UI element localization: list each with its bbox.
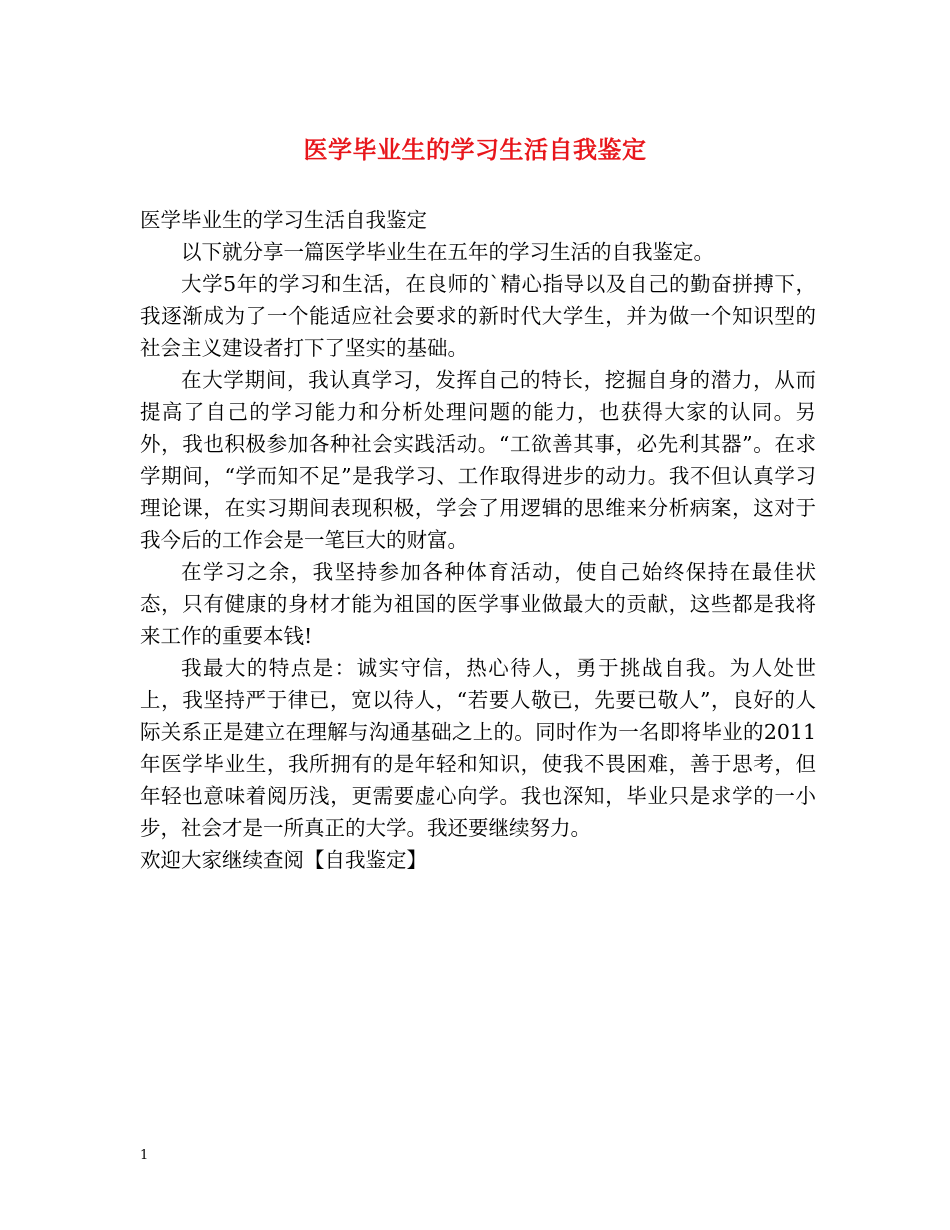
paragraph-study: 在大学期间，我认真学习，发挥自己的特长，挖掘自身的潜力，从而提高了自己的学习能力和分析处理问题的能力，也获得大家的认同。另外，我也积极参加各种社会实践活动。“工欲善其事，必先利其器”。在求学期间，“学而知不足”是我学习、工作取得进步的动力。我不但认真学习理论课，在实习期间表现积极，学会了用逻辑的思维来分析病案，这对于我今后的工作会是一笔巨大的财富。 (140, 368, 816, 552)
document-body (140, 204, 816, 876)
footer-link-text: 欢迎大家继续查阅【自我鉴定】 (140, 848, 427, 872)
paragraph-overview: 大学5年的学习和生活，在良师的`精心指导以及自己的勤奋拼搏下，我逐渐成为了一个能适应社会要求的新时代大学生，并为做一个知识型的社会主义建设者打下了坚实的基础。 (140, 272, 816, 360)
paragraph-sports: 在学习之余，我坚持参加各种体育活动，使自己始终保持在最佳状态，只有健康的身材才能为祖国的医学事业做最大的贡献，这些都是我将来工作的重要本钱! (140, 560, 816, 648)
document-title: 医学毕业生的学习生活自我鉴定 (303, 135, 647, 164)
paragraph-character: 我最大的特点是：诚实守信，热心待人，勇于挑战自我。为人处世上，我坚持严于律已，宽以待人，“若要人敬已，先要已敬人”，良好的人际关系正是建立在理解与沟通基础之上的。同时作为一名即将毕业的2011年医学毕业生，我所拥有的是年轻和知识，使我不畏困难，善于思考，但年轻也意味着阅历浅，更需要虚心向学。我也深知，毕业只是求学的一小步，社会才是一所真正的大学。我还要继续努力。 (140, 656, 816, 840)
page-number: 1 (140, 1148, 149, 1163)
paragraph-intro: 以下就分享一篇医学毕业生在五年的学习生活的自我鉴定。 (181, 240, 714, 264)
document-subtitle: 医学毕业生的学习生活自我鉴定 (140, 208, 427, 232)
